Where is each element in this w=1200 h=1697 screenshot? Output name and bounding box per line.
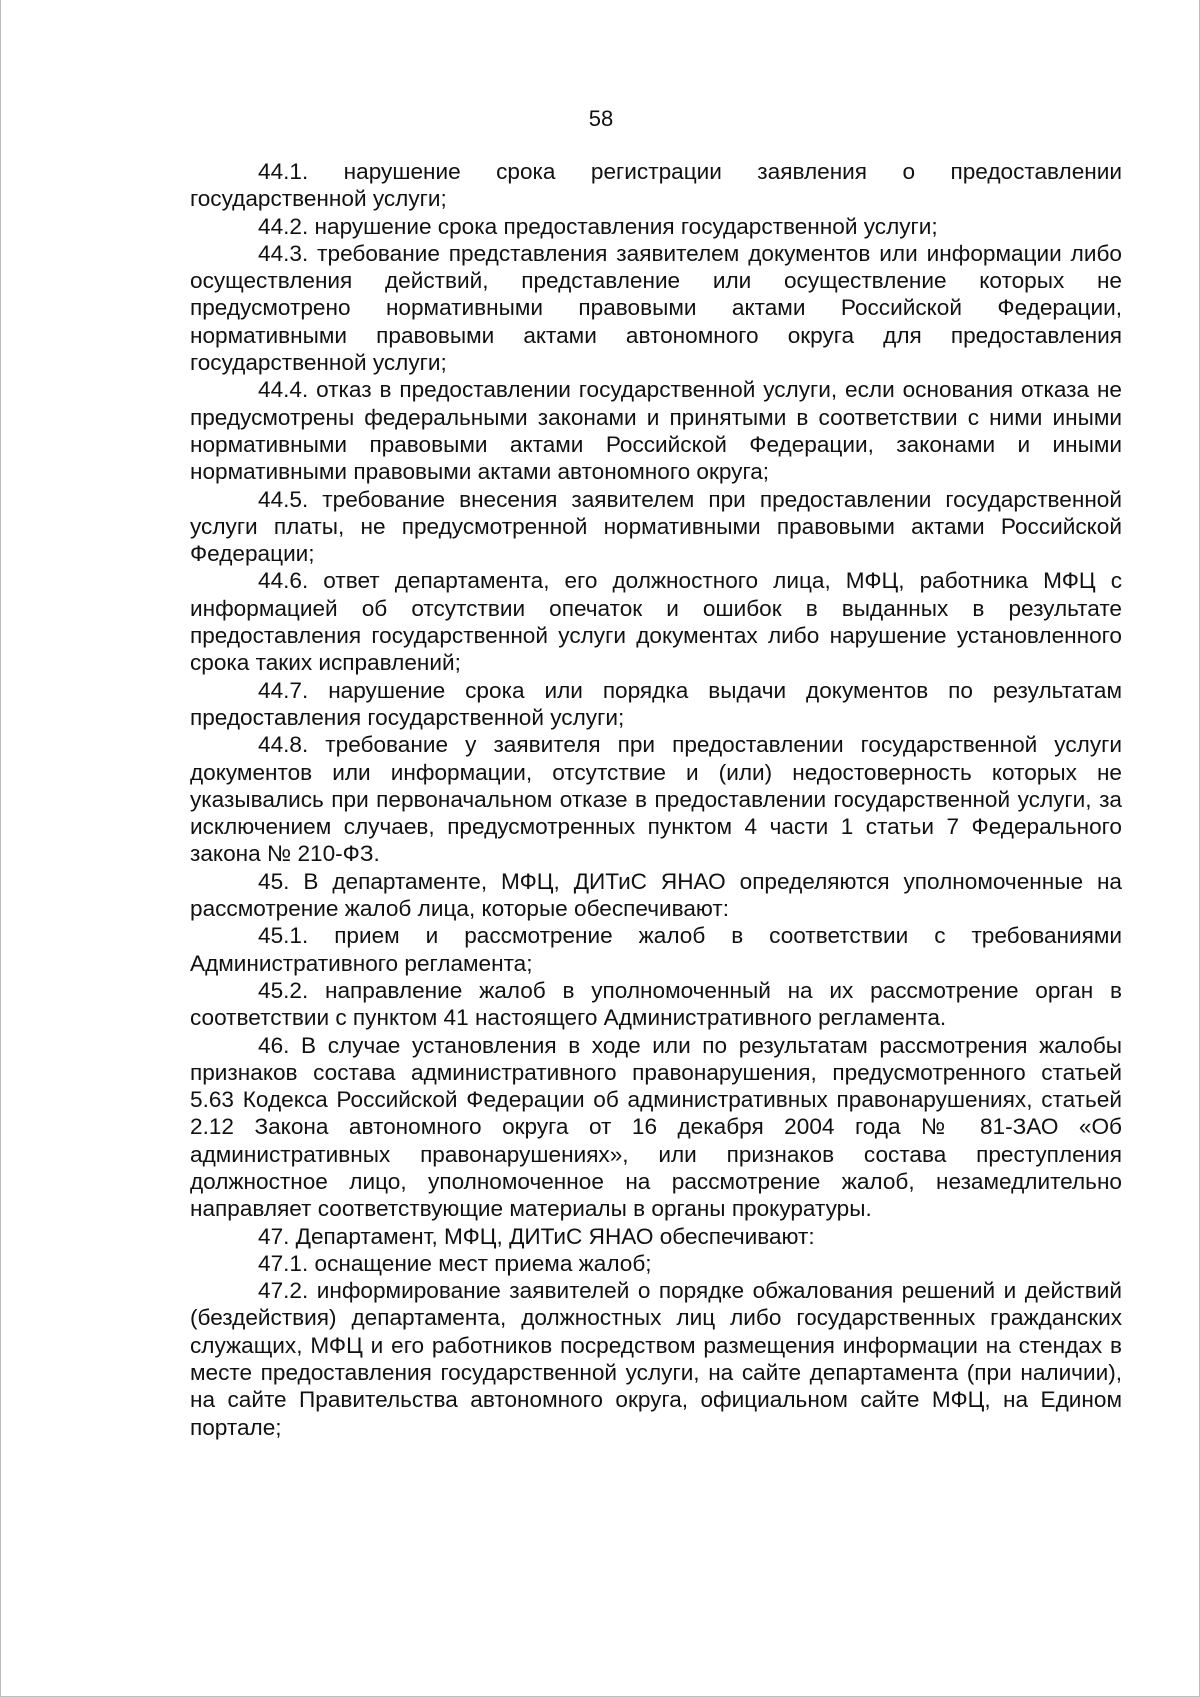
paragraph-44-7: 44.7. нарушение срока или порядка выдачи документов по результатам предоставления государственной услуги; <box>190 677 1122 730</box>
paragraph-44-8: 44.8. требование у заявителя при предоставлении государственной услуги документов или информации, отсутствие и (или) недостоверность которых не указывались при первоначальном отказе в предоставлении государственной услуги, за исключением случаев, предусмотренных пунктом 4 части 1 статьи 7 Федерального закона № 210-ФЗ. <box>190 732 1122 867</box>
paragraph-44-1: 44.1. нарушение срока регистрации заявления о предоставлении государственной услуги; <box>190 159 1122 212</box>
paragraph-47-1: 47.1. оснащение мест приема жалоб; <box>258 1250 652 1276</box>
paragraph-46: 46. В случае установления в ходе или по результатам рассмотрения жалобы признаков состава административного правонарушения, предусмотренного статьей 5.63 Кодекса Российской Федерации об административных правонарушениях, статьей 2.12 Закона автономного округа от 16 декабря 2004 года № 81-ЗАО «Об административных правонарушениях», или признаков состава преступления должностное лицо, уполномоченное на рассмотрение жалоб, незамедлительно направляет соответствующие материалы в органы прокуратуры. <box>190 1032 1122 1222</box>
paragraph-45-2: 45.2. направление жалоб в уполномоченный на их рассмотрение орган в соответствии с пунктом 41 настоящего Административного регламента. <box>190 977 1122 1031</box>
paragraph-47: 47. Департамент, МФЦ, ДИТиС ЯНАО обеспечивают: <box>258 1223 815 1249</box>
paragraph-47-2: 47.2. информирование заявителей о порядке обжалования решений и действий (бездействия) департамента, должностных лиц либо государственных гражданских служащих, МФЦ и его работников посредством размещения информации на стендах в месте предоставления государственной услуги, на сайте департамента (при наличии), на сайте Правительства автономного округа, официальном сайте МФЦ, на Едином портале; <box>190 1278 1122 1440</box>
page-number: 58 <box>588 106 614 131</box>
paragraph-44-6: 44.6. ответ департамента, его должностного лица, МФЦ, работника МФЦ с информацией об отсутствии опечаток и ошибок в выданных в результате предоставления государственной услуги документах либо нарушение установленного срока таких исправлений; <box>190 568 1122 676</box>
paragraph-44-3: 44.3. требование представления заявителем документов или информации либо осуществления действий, представление или осуществление которых не предусмотрено нормативными правовыми актами Российской Федерации, нормативными правовыми актами автономного округа для предоставления государственной услуги; <box>190 240 1122 376</box>
paragraph-44-2: 44.2. нарушение срока предоставления государственной услуги; <box>258 213 938 239</box>
paragraph-44-4: 44.4. отказ в предоставлении государственной услуги, если основания отказа не предусмотрены федеральными законами и принятыми в соответствии с ними иными нормативными правовыми актами Российской Федерации, законами и иными нормативными правовыми актами автономного округа; <box>190 377 1122 485</box>
document-body <box>190 158 1122 1441</box>
paragraph-45: 45. В департаменте, МФЦ, ДИТиС ЯНАО определяются уполномоченные на рассмотрение жалоб лица, которые обеспечивают: <box>190 868 1122 922</box>
paragraph-44-5: 44.5. требование внесения заявителем при предоставлении государственной услуги платы, не предусмотренной нормативными правовыми актами Российской Федерации; <box>190 486 1122 567</box>
paragraph-45-1: 45.1. прием и рассмотрение жалоб в соответствии с требованиями Административного регламента; <box>190 923 1122 976</box>
